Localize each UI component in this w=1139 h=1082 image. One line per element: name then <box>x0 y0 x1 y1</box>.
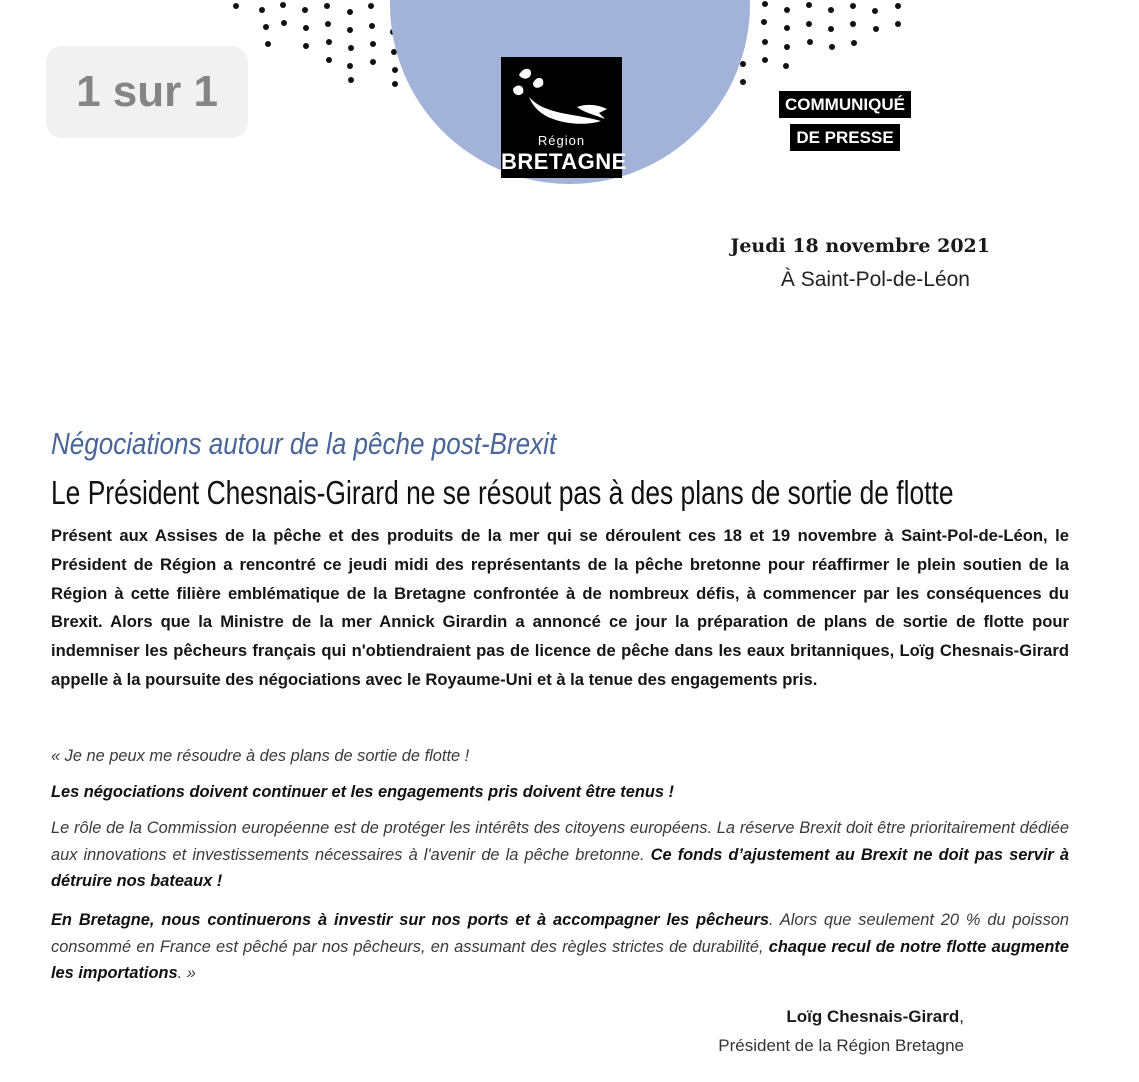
quote-line-2: Les négociations doivent continuer et les engagements pris doivent être tenus ! <box>51 783 674 801</box>
quote-4-close: . » <box>177 964 196 982</box>
article-kicker: Négociations autour de la pêche post-Brexit <box>51 426 557 461</box>
quote-paragraph-4 <box>51 907 1069 987</box>
ermine-icon <box>509 63 613 131</box>
article-headline: Le Président Chesnais-Girard ne se résout pas à des plans de sortie de flotte <box>51 474 954 511</box>
article-lead-paragraph: Présent aux Assises de la pêche et des produits de la mer qui se déroulent ces 18 et 19 novembre à Saint-Pol-de-Léon, le Président de Région a rencontré ce jeudi midi des représentants de la pêche bretonne pour réaffirmer le plein soutien de la Région à cette filière emblématique de la Bretagne confrontée à de nombreux défis, à commencer par les conséquences du Brexit. Alors que la Ministre de la mer Annick Girardin a annoncé ce jour la préparation de plans de sortie de flotte pour indemniser les pêcheurs français qui n'obtiendraient pas de licence de pêche dans les eaux britanniques, Loïg Chesnais-Girard appelle à la poursuite des négociations avec le Royaume-Uni et à la tenue des engagements pris. <box>51 526 1069 689</box>
quote-line-1: « Je ne peux me résoudre à des plans de sortie de flotte ! <box>51 747 470 765</box>
signature-comma: , <box>959 1007 964 1026</box>
signature-name: Loïg Chesnais-Girard <box>786 1007 960 1026</box>
region-bretagne-logo <box>501 57 627 178</box>
quote-paragraph-3 <box>51 815 1069 895</box>
quote-4-emphasis-a: En Bretagne, nous continuerons à investir sur nos ports et à accompagner les pêcheurs <box>51 911 769 929</box>
release-date: Jeudi 18 novembre 2021 <box>730 235 990 257</box>
signature-title: Président de la Région Bretagne <box>718 1036 964 1055</box>
logo-name-text: BRETAGNE <box>501 149 627 174</box>
quote-4-text: . Alors que seulement 20 % du poisson consommé en France est pêché par nos pêcheurs, en assumant des règles strictes de durabilité, <box>51 911 1069 956</box>
quote-3-text: Le rôle de la Commission européenne est de protéger les intérêts des citoyens européens. La réserve Brexit doit être prioritairement dédiée aux innovations et investissements nécessaires à l'avenir de la pêche bretonne. <box>51 819 1069 864</box>
quote-4-emphasis-b: chaque recul de notre flotte augmente les importations <box>51 937 1069 982</box>
signature-name-line <box>600 1007 964 1027</box>
press-release-label-top: COMMUNIQUÉ <box>766 91 924 118</box>
page-indicator <box>46 46 248 138</box>
press-release-label-bottom: DE PRESSE <box>766 124 924 151</box>
logo-region-text: Région <box>537 133 586 148</box>
quote-3-emphasis: Ce fonds d’ajustement au Brexit ne doit pas servir à détruire nos bateaux ! <box>51 845 1069 890</box>
release-place: À Saint-Pol-de-Léon <box>780 268 970 291</box>
page-indicator-label: 1 sur 1 <box>76 67 218 116</box>
